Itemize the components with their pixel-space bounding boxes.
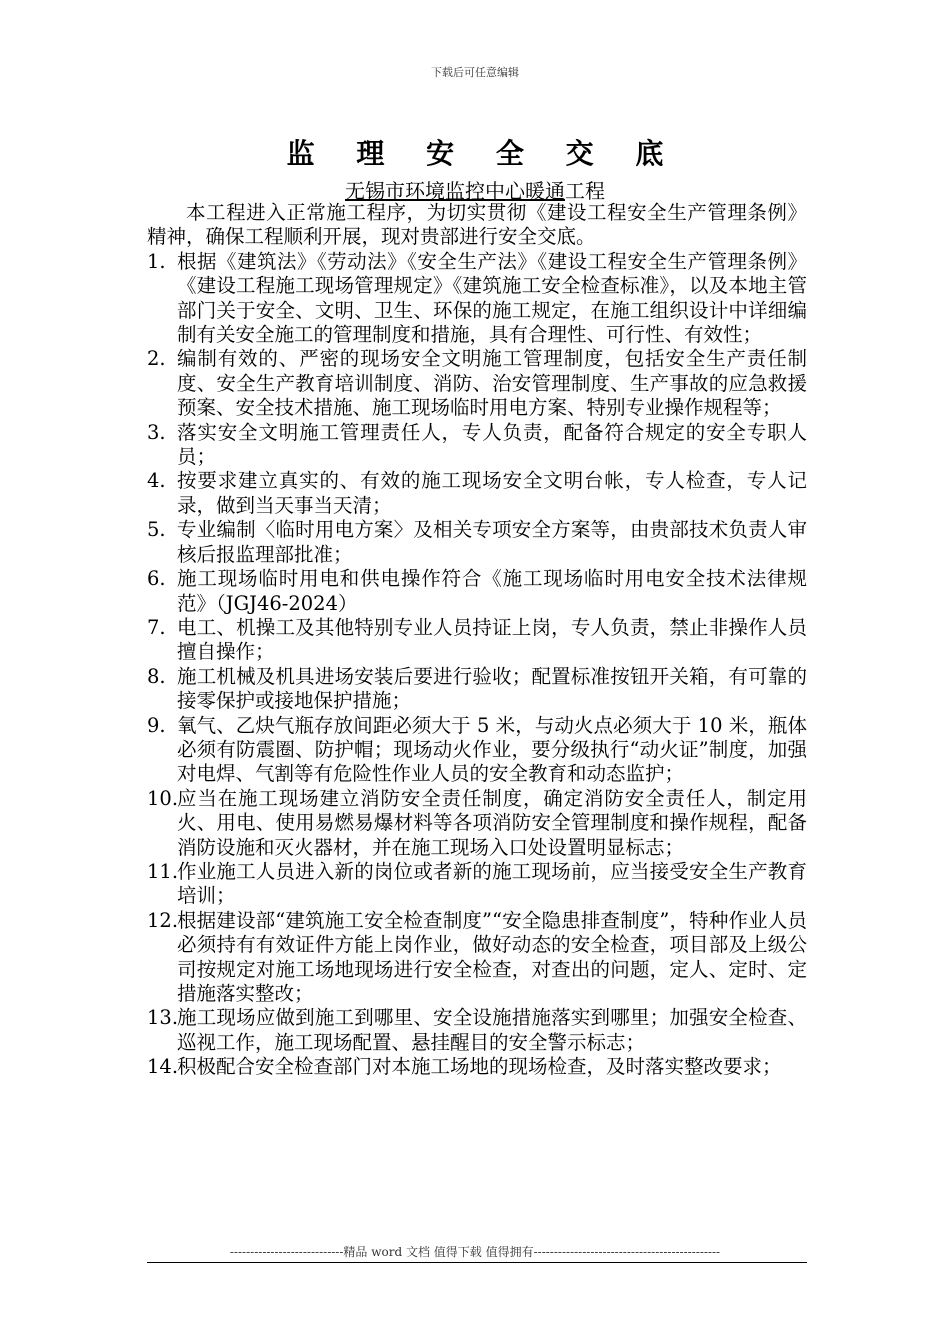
item-text: 编制有效的、严密的现场安全文明施工管理制度，包括安全生产责任制度、安全生产教育培训制度、消防、治安管理制度、生产事故的应急救援预案、安全技术措施、施工现场临时用电方案、特别专业操作规程等； [177,347,807,420]
item-text: 作业施工人员进入新的岗位或者新的施工现场前，应当接受安全生产教育培训； [177,859,807,908]
item-text: 根据《建筑法》《劳动法》《安全生产法》《建设工程安全生产管理条例》《建设工程施工现场管理规定》《建筑施工安全检查标准》，以及本地主管部门关于安全、文明、卫生、环保的施工规定，在施工组织设计中详细编制有关安全施工的管理制度和措施，具有合理性、可行性、有效性； [177,249,807,347]
item-number: 7. [147,615,166,639]
item-number: 11. [147,859,179,883]
list-item [147,616,807,665]
list-item [147,518,807,567]
footer-divider [147,1262,807,1263]
intro-paragraph: 本工程进入正常施工程序，为切实贯彻《建设工程安全生产管理条例》精神，确保工程顺利开展，现对贵部进行安全交底。 [147,201,807,249]
item-text: 氧气、乙炔气瓶存放间距必须大于 5 米，与动火点必须大于 10 米，瓶体必须有防震圈、防护帽；现场动火作业，要分级执行“动火证”制度，加强对电焊、气割等有危险性作业人员的安全教育和动态监护； [177,713,807,786]
project-suffix: 工程 [565,179,605,203]
item-number: 13. [147,1006,179,1030]
item-number: 10. [147,786,179,810]
list-item [147,860,807,909]
item-text: 施工现场应做到施工到哪里、安全设施措施落实到哪里；加强安全检查、巡视工作，施工现场配置、悬挂醒目的安全警示标志； [177,1006,807,1054]
item-number: 3. [147,420,166,444]
item-number: 4. [147,469,166,493]
list-item [147,1006,807,1055]
item-number: 6. [147,567,166,591]
requirements-list [147,250,807,1080]
list-item [147,665,807,714]
item-number: 12. [147,908,179,932]
item-text: 应当在施工现场建立消防安全责任制度，确定消防安全责任人，制定用火、用电、使用易燃易爆材料等各项消防安全管理制度和操作规程，配备消防设施和灭火器材，并在施工现场入口处设置明显标志； [177,786,807,859]
item-number: 2. [147,347,166,371]
list-item [147,250,807,348]
list-item [147,909,807,1007]
item-text: 施工机械及机具进场安装后要进行验收；配置标准按钮开关箱，有可靠的接零保护或接地保护措施； [177,664,807,713]
item-number: 9. [147,713,166,737]
item-text: 专业编制〈临时用电方案〉及相关专项安全方案等，由贵部技术负责人审核后报监理部批准； [177,518,807,566]
item-text: 根据建设部“建筑施工安全检查制度”“安全隐患排查制度”，特种作业人员必须持有有效证件方能上岗作业，做好动态的安全检查，项目部及上级公司按规定对施工场地现场进行安全检查，对查出的问题，定人、定时、定措施落实整改； [177,908,807,1005]
item-text: 施工现场临时用电和供电操作符合《施工现场临时用电安全技术法律规范》（JGJ46-2024） [177,567,807,615]
list-item [147,787,807,860]
list-item [147,421,807,470]
list-item [147,1055,807,1079]
item-number: 5. [147,518,166,542]
list-item [147,714,807,787]
item-number: 1. [147,249,166,273]
item-text: 电工、机操工及其他特别专业人员持证上岗，专人负责，禁止非操作人员擅自操作； [177,615,807,664]
project-name: 无锡市环境监控中心暖通 [345,179,565,203]
list-item [147,347,807,420]
page-footer-text: ----------------------------精品 word 文档 值得下载 值得拥有---------------------------------------------- [229,1245,721,1259]
item-number: 14. [147,1055,179,1079]
list-item [147,469,807,518]
page-header-note: 下载后可任意编辑 [431,66,519,79]
item-text: 按要求建立真实的、有效的施工现场安全文明台帐，专人检查，专人记录，做到当天事当天清； [177,469,807,517]
item-text: 落实安全文明施工管理责任人，专人负责，配备符合规定的安全专职人员； [177,420,807,469]
list-item [147,567,807,616]
document-title: 监 理 安 全 交 底 [286,137,680,170]
document-body [147,201,807,1080]
document-subtitle [0,175,950,204]
item-text: 积极配合安全检查部门对本施工场地的现场检查，及时落实整改要求； [177,1055,782,1079]
item-number: 8. [147,664,166,688]
